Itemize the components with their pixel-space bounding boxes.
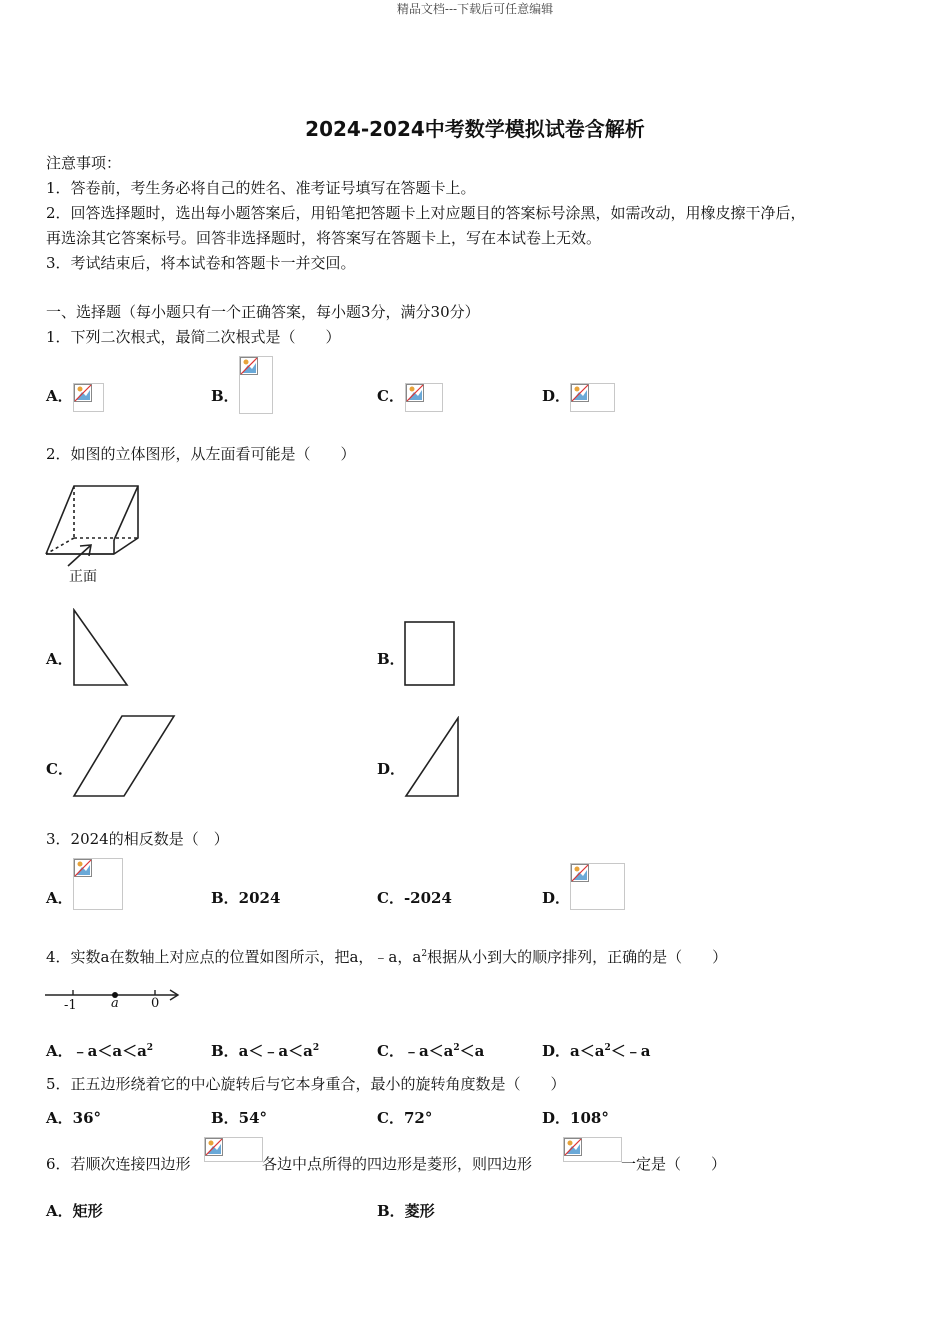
q5-stem: 5．正五边形绕着它的中心旋转后与它本身重合，最小的旋转角度数是（ ） — [46, 1075, 566, 1093]
right-triangle-left — [72, 608, 132, 688]
rectangle-shape — [403, 620, 457, 688]
notice-line-1: 1．答卷前，考生务必将自己的姓名、准考证号填写在答题卡上。 — [46, 179, 476, 197]
q1-option-d-label: D． — [542, 387, 571, 405]
q4-option-d: D．$a<a^2<﹣a$ — [542, 1042, 651, 1060]
notice-line-2: 2．回答选择题时，选出每小题答案后，用铅笔把答题卡上对应题目的答案标号涂黑，如需改动，用橡皮擦干净后， — [46, 204, 806, 222]
q2-option-c-label: C． — [46, 760, 73, 778]
q2-stem: 2．如图的立体图形，从左面看可能是（ ） — [46, 445, 356, 463]
notice-heading: 注意事项： — [46, 154, 122, 172]
section-heading: 一、选择题（每小题只有一个正确答案，每小题3分，满分30分） — [46, 303, 480, 321]
q3-option-d-label: D． — [542, 889, 571, 907]
q1-option-a-label: A． — [46, 387, 73, 405]
q3-option-b: B．2024 — [211, 889, 281, 907]
broken-image-icon — [204, 1137, 263, 1162]
broken-image-icon — [73, 383, 104, 412]
q6-stem-part-2: 各边中点所得的四边形是菱形，则四边形 — [262, 1155, 533, 1173]
notice-line-4: 3．考试结束后，将本试卷和答题卡一并交回。 — [46, 254, 356, 272]
broken-image-icon — [73, 858, 123, 910]
q6-stem-part-1: 6．若顺次连接四边形 — [46, 1155, 191, 1173]
q2-option-d-label: D． — [377, 760, 406, 778]
right-triangle-right — [404, 716, 462, 800]
axis-label-a: a — [111, 996, 119, 1011]
q4-option-c: C．$﹣a<a^2<a$ — [377, 1042, 485, 1060]
broken-image-icon — [239, 356, 273, 414]
broken-image-icon — [570, 383, 615, 412]
broken-image-icon — [563, 1137, 622, 1162]
q5-option-c: C．72° — [377, 1109, 433, 1127]
q6-option-b: B．菱形 — [377, 1202, 435, 1220]
q3-option-c: C．-2024 — [377, 889, 452, 907]
page-title: 2024-2024中考数学模拟试卷含解析 — [305, 117, 645, 141]
q4-stem: 4．实数a在数轴上对应点的位置如图所示，把a，﹣a，$a^2$根据从小到大的顺序排列，正确的是（ ） — [46, 948, 728, 966]
q4-option-a: A．$﹣a<a<a^2$ — [46, 1042, 154, 1060]
q5-option-d: D．108° — [542, 1109, 609, 1127]
front-label: 正面 — [69, 569, 97, 585]
q2-option-a-label: A． — [46, 650, 73, 668]
notice-line-3: 再选涂其它答案标号。回答非选择题时，将答案写在答题卡上，写在本试卷上无效。 — [46, 229, 602, 247]
q2-option-b-label: B． — [377, 650, 405, 668]
page-header: 精品文档---下载后可任意编辑 — [396, 2, 554, 16]
q6-stem-part-3: 一定是（ ） — [621, 1155, 727, 1173]
q1-option-b-label: B． — [211, 387, 239, 405]
parallelogram-shape — [72, 714, 178, 800]
axis-label-minus-one: -1 — [64, 998, 77, 1013]
broken-image-icon — [570, 863, 625, 910]
q3-option-a-label: A． — [46, 889, 73, 907]
q6-option-a: A．矩形 — [46, 1202, 103, 1220]
q4-option-b: B．$a<﹣a<a^2$ — [211, 1042, 320, 1060]
q5-option-a: A．36° — [46, 1109, 102, 1127]
q5-option-b: B．54° — [211, 1109, 268, 1127]
q1-option-c-label: C． — [377, 387, 404, 405]
q3-stem: 3．2024的相反数是（ ） — [46, 830, 229, 848]
q1-stem: 1．下列二次根式，最简二次根式是（ ） — [46, 328, 341, 346]
broken-image-icon — [405, 383, 443, 412]
axis-label-zero: 0 — [151, 996, 160, 1011]
